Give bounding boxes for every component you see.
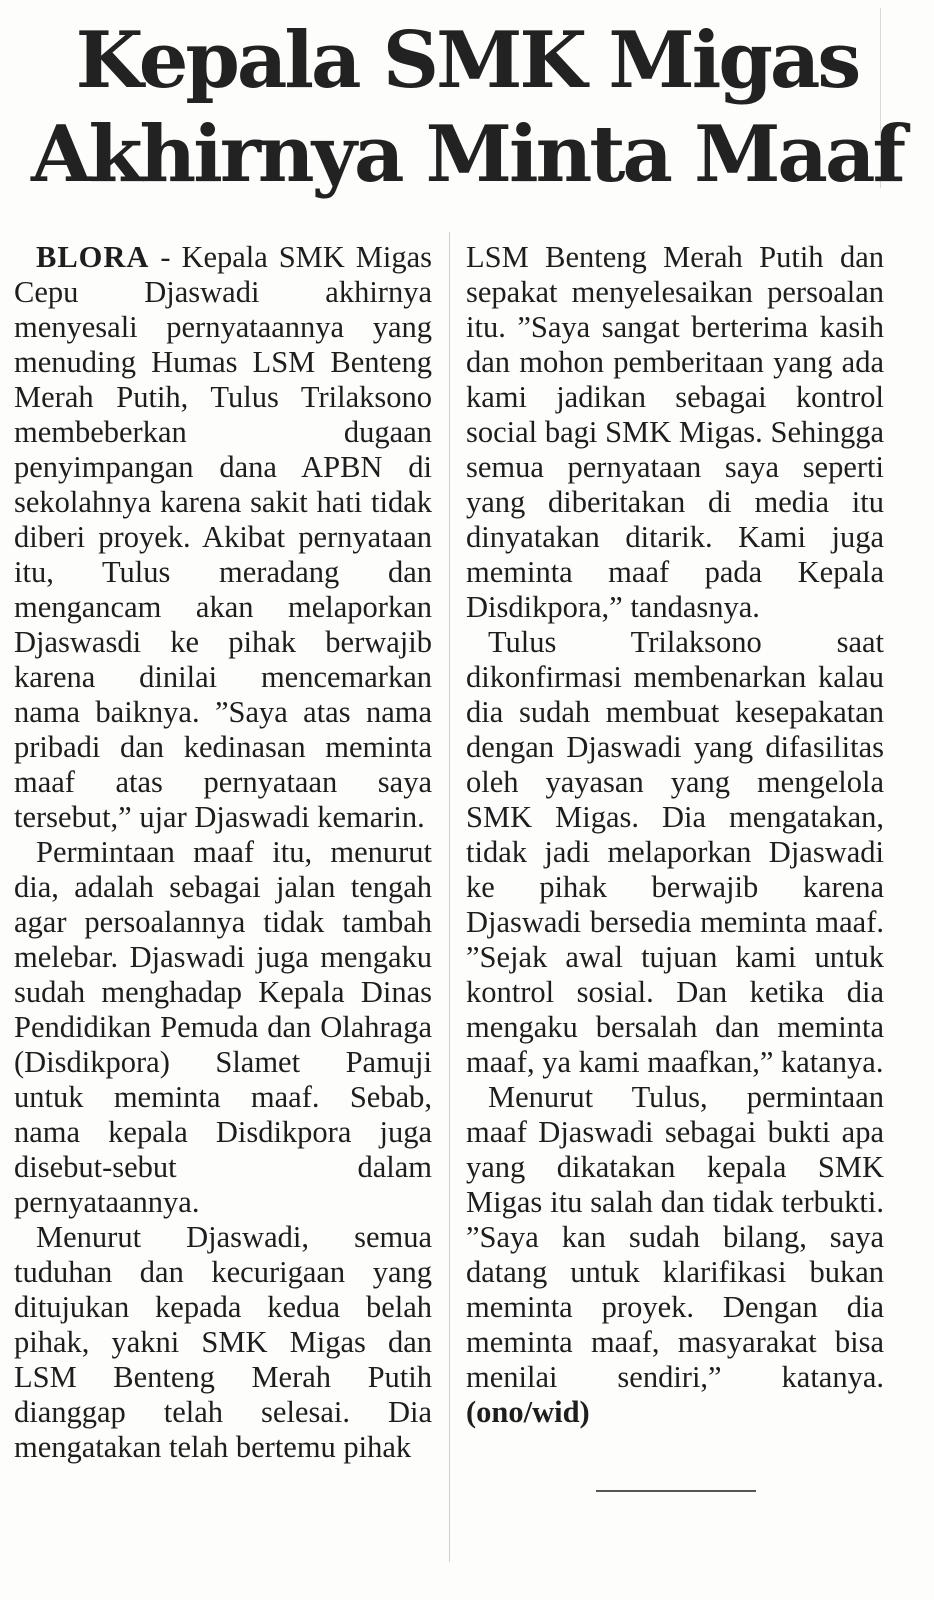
paragraph-6-body: Menurut Tulus, permintaan maaf Djaswadi sebagai bukti apa yang dikatakan kepala SMK Migas itu salah dan tidak terbukti. ”Saya kan sudah bilang, saya datang untuk klarifikasi bukan meminta proyek. Dengan dia meminta maaf, masyarakat bisa menilai sendiri,” katanya.	[466, 1080, 884, 1394]
paragraph-1-body: - Kepala SMK Migas Cepu Djaswadi akhirnya menyesali pernyataannya yang menuding Humas LSM Benteng Merah Putih, Tulus Trilaksono membeberkan dugaan penyimpangan dana APBN di sekolahnya karena sakit hati tidak diberi proyek. Akibat pernyataan itu, Tulus meradang dan mengancam akan melaporkan Djaswasdi ke pihak berwajib karena dinilai mencemarkan nama baiknya. ”Saya atas nama pribadi dan kedinasan meminta maaf atas pernyataan saya tersebut,” ujar Djaswadi kemarin.	[14, 240, 432, 834]
dateline: BLORA	[36, 240, 150, 274]
headline	[0, 14, 934, 202]
paragraph-5: Tulus Trilaksono saat dikonfirmasi membenarkan kalau dia sudah membuat kesepakatan dengan Djaswadi yang difasilitas oleh yayasan yang mengelola SMK Migas. Dia mengatakan, tidak jadi melaporkan Djaswadi ke pihak berwajib karena Djaswadi bersedia meminta maaf. ”Sejak awal tujuan kami untuk kontrol sosial. Dan ketika dia mengaku bersalah dan meminta maaf, ya kami maafkan,” katanya.	[466, 625, 884, 1079]
paragraph-1	[14, 240, 432, 835]
left-column	[14, 240, 432, 1465]
author-signoff: (ono/wid)	[466, 1395, 590, 1429]
paragraph-4: LSM Benteng Merah Putih dan sepakat menyelesaikan persoalan itu. ”Saya sangat berterima kasih dan mohon pemberitaan yang ada kami jadikan sebagai kontrol social bagi SMK Migas. Sehingga semua pernyataan saya seperti yang diberitakan di media itu dinyatakan ditarik. Kami juga meminta maaf pada Kepala Disdikpora,” tandasnya.	[466, 240, 884, 624]
headline-line-1: Kepala SMK Migas	[75, 15, 859, 106]
paragraph-2: Permintaan maaf itu, menurut dia, adalah sebagai jalan tengah agar persoalannya tidak tambah melebar. Djaswadi juga mengaku sudah menghadap Kepala Dinas Pendidikan Pemuda dan Olahraga (Disdikpora) Slamet Pamuji untuk meminta maaf. Sebab, nama kepala Disdikpora juga disebut-sebut dalam pernyataannya.	[14, 835, 432, 1219]
paragraph-3: Menurut Djaswadi, semua tuduhan dan kecurigaan yang ditujukan kepada kedua belah pihak, yakni SMK Migas dan LSM Benteng Merah Putih dianggap telah selesai. Dia mengatakan telah bertemu pihak	[14, 1220, 432, 1464]
right-column	[466, 240, 884, 1430]
headline-line-2: Akhirnya Minta Maaf	[30, 109, 904, 200]
end-of-article-rule	[596, 1490, 756, 1492]
column-divider	[449, 232, 450, 1562]
paragraph-6	[466, 1080, 884, 1430]
